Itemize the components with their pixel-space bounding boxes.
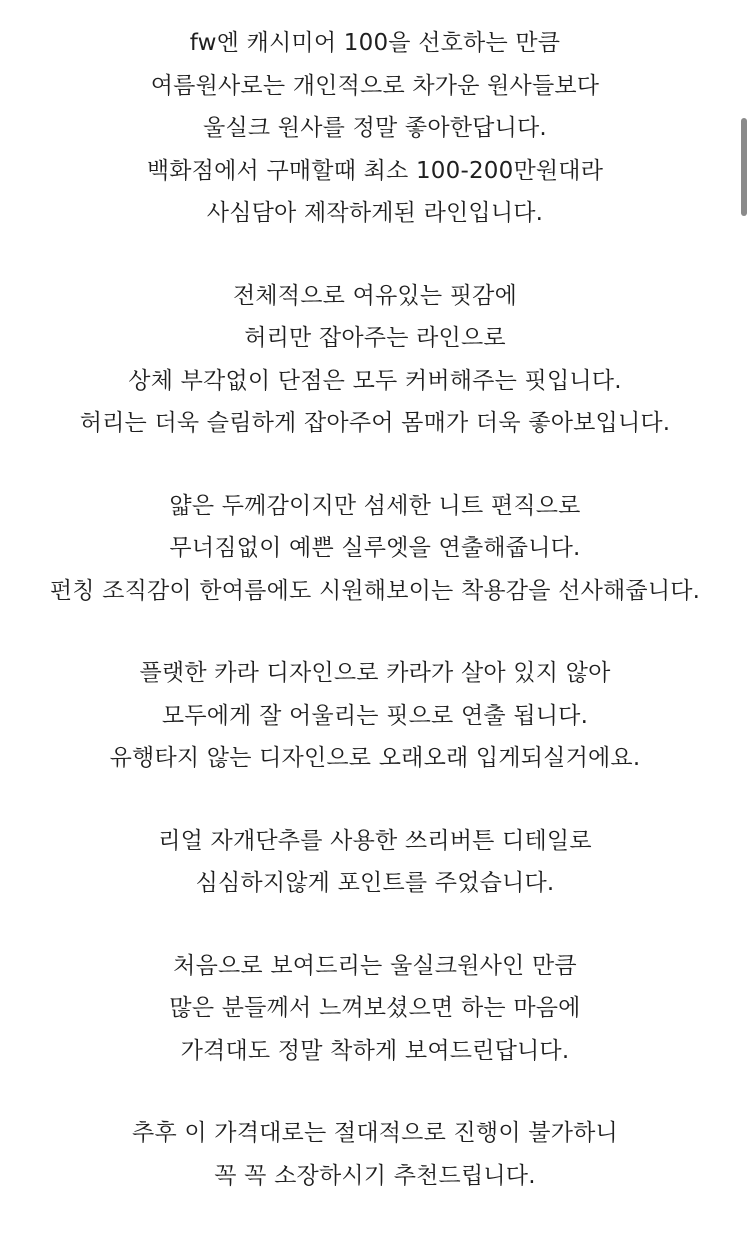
text-line: 얇은 두께감이지만 섬세한 니트 편직으로	[169, 492, 581, 519]
text-line: 심심하지않게 포인트를 주었습니다.	[195, 870, 555, 896]
text-line: 상체 부각없이 단점은 모두 커버해주는 핏입니다.	[128, 367, 622, 394]
text-line: 추후 이 가격대로는 절대적으로 진행이 불가하니	[132, 1120, 618, 1146]
paragraph-price	[0, 945, 750, 1073]
text-line: 꼭 꼭 소장하시기 추천드립니다.	[214, 1162, 536, 1189]
product-description	[0, 22, 750, 1237]
text-line: 가격대도 정말 착하게 보여드린답니다.	[180, 1037, 570, 1064]
paragraph-collar	[0, 652, 750, 780]
text-line: 여름원사로는 개인적으로 차가운 원사들보다	[150, 72, 600, 99]
scrollbar[interactable]	[739, 0, 747, 1200]
text-line: 리얼 자개단추를 사용한 쓰리버튼 디테일로	[158, 827, 592, 854]
text-line: 플랫한 카라 디자인으로 카라가 살아 있지 않아	[139, 660, 611, 686]
text-line: 허리는 더욱 슬림하게 잡아주어 몸매가 더욱 좋아보입니다.	[79, 410, 671, 436]
scrollbar-thumb[interactable]	[741, 118, 747, 216]
text-line: 울실크 원사를 정말 좋아한답니다.	[203, 115, 547, 141]
paragraph-fit	[0, 275, 750, 445]
text-line: 유행타지 않는 디자인으로 오래오래 입게되실거에요.	[109, 745, 641, 771]
text-line: 사심담아 제작하게된 라인입니다.	[206, 200, 544, 226]
text-line: 모두에게 잘 어울리는 핏으로 연출 됩니다.	[161, 702, 589, 729]
text-line: 허리만 잡아주는 라인으로	[244, 325, 506, 351]
text-line: 처음으로 보여드리는 울실크원사인 만큼	[173, 952, 577, 979]
paragraph-buttons	[0, 820, 750, 905]
paragraph-recommend	[0, 1112, 750, 1197]
text-line: 백화점에서 구매할때 최소 100-200만원대라	[146, 157, 604, 184]
text-line: 무너짐없이 예쁜 실루엣을 연출해줍니다.	[169, 535, 581, 561]
paragraph-knit	[0, 485, 750, 613]
paragraph-intro	[0, 22, 750, 235]
text-line: 많은 분들께서 느껴보셨으면 하는 마음에	[169, 995, 581, 1021]
text-line: 펀칭 조직감이 한여름에도 시원해보이는 착용감을 선사해줍니다.	[49, 577, 701, 604]
text-line: 전체적으로 여유있는 핏감에	[232, 282, 518, 309]
text-line: fw엔 캐시미어 100을 선호하는 만큼	[189, 30, 561, 56]
